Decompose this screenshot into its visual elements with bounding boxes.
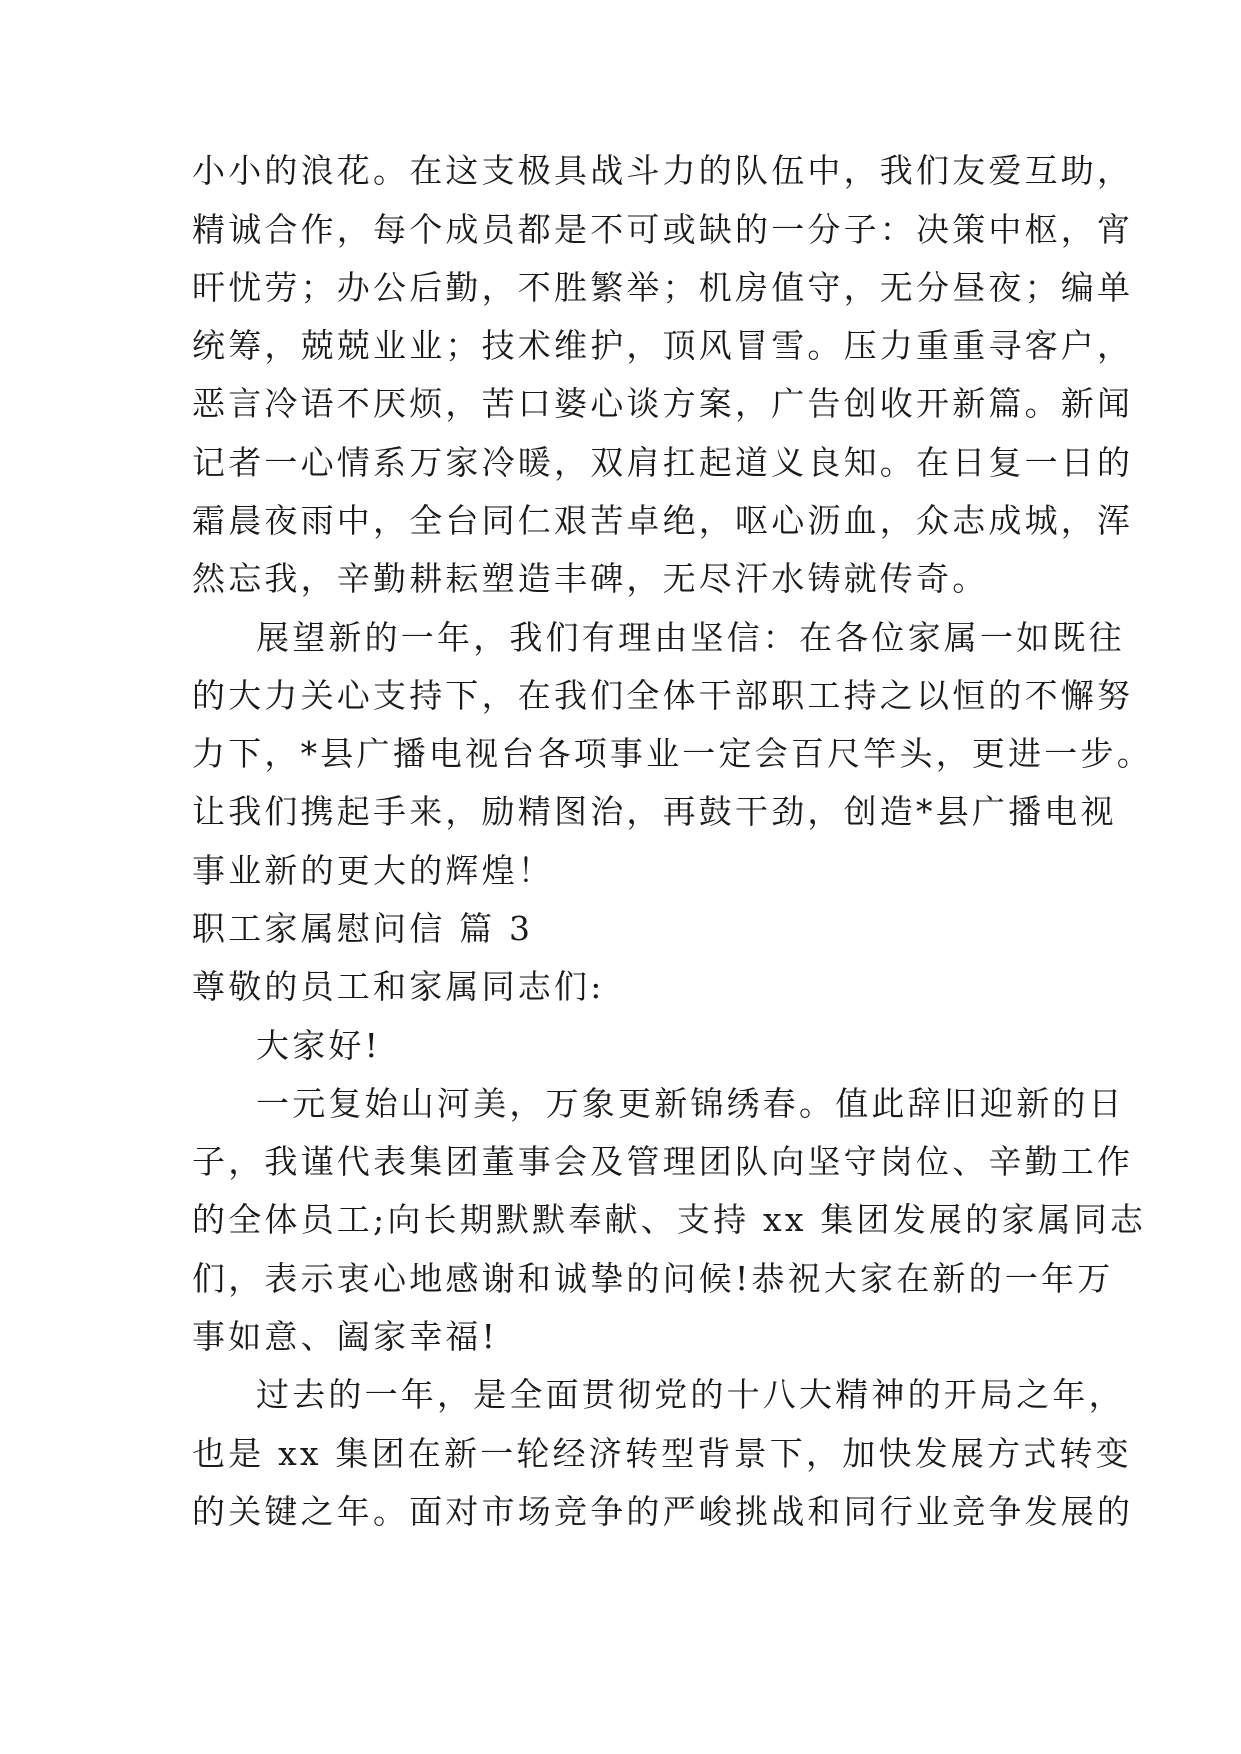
salutation: 尊敬的员工和家属同志们:: [192, 967, 605, 1006]
body-text-line: 的关键之年。面对市场竞争的严峻挑战和同行业竞争发展的: [192, 1492, 1134, 1531]
body-text-line: 让我们携起手来，励精图治，再鼓干劲，创造*县广播电视: [192, 792, 1117, 831]
paragraph-first-line: 展望新的一年，我们有理由坚信：在各位家属一如既往: [256, 618, 1125, 657]
paragraph-first-line: 过去的一年，是全面贯彻党的十八大精神的开局之年，: [256, 1375, 1125, 1414]
body-text-line: 也是 xx 集团在新一轮经济转型背景下，加快发展方式转变: [192, 1434, 1132, 1473]
body-text-line: 霜晨夜雨中，全台同仁艰苦卓绝，呕心沥血，众志成城，浑: [192, 501, 1134, 540]
body-text-line: 的全体员工;向长期默默奉献、支持 xx 集团发展的家属同志: [192, 1200, 1147, 1239]
body-text-line: 们，表示衷心地感谢和诚挚的问候!恭祝大家在新的一年万: [192, 1259, 1114, 1298]
body-text-line: 事如意、阖家幸福!: [192, 1317, 499, 1356]
body-text-line: 精诚合作，每个成员都是不可或缺的一分子：决策中枢，宵: [192, 210, 1134, 249]
body-text-line: 旰忧劳；办公后勤，不胜繁举；机房值守，无分昼夜；编单: [192, 268, 1134, 307]
body-text-line: 然忘我，辛勤耕耘塑造丰碑，无尽汗水铸就传奇。: [192, 559, 989, 598]
body-text-line: 子，我谨代表集团董事会及管理团队向坚守岗位、辛勤工作: [192, 1142, 1134, 1181]
body-text-line: 记者一心情系万家冷暖，双肩扛起道义良知。在日复一日的: [192, 443, 1134, 482]
section-heading: 职工家属慰问信 篇 3: [192, 909, 534, 948]
body-text-line: 统筹，兢兢业业；技术维护，顶风冒雪。压力重重寻客户，: [192, 326, 1134, 365]
body-text-line: 力下，*县广播电视台各项事业一定会百尺竿头，更进一步。: [192, 734, 1153, 773]
paragraph-first-line: 一元复始山河美，万象更新锦绣春。值此辞旧迎新的日: [256, 1084, 1125, 1123]
greeting: 大家好!: [256, 1026, 382, 1065]
body-text-line: 恶言冷语不厌烦，苦口婆心谈方案，广告创收开新篇。新闻: [192, 384, 1134, 423]
body-text-line: 事业新的更大的辉煌！: [192, 851, 554, 890]
body-text-line: 小小的浪花。在这支极具战斗力的队伍中，我们友爱互助，: [192, 151, 1134, 190]
body-text-line: 的大力关心支持下，在我们全体干部职工持之以恒的不懈努: [192, 676, 1134, 715]
